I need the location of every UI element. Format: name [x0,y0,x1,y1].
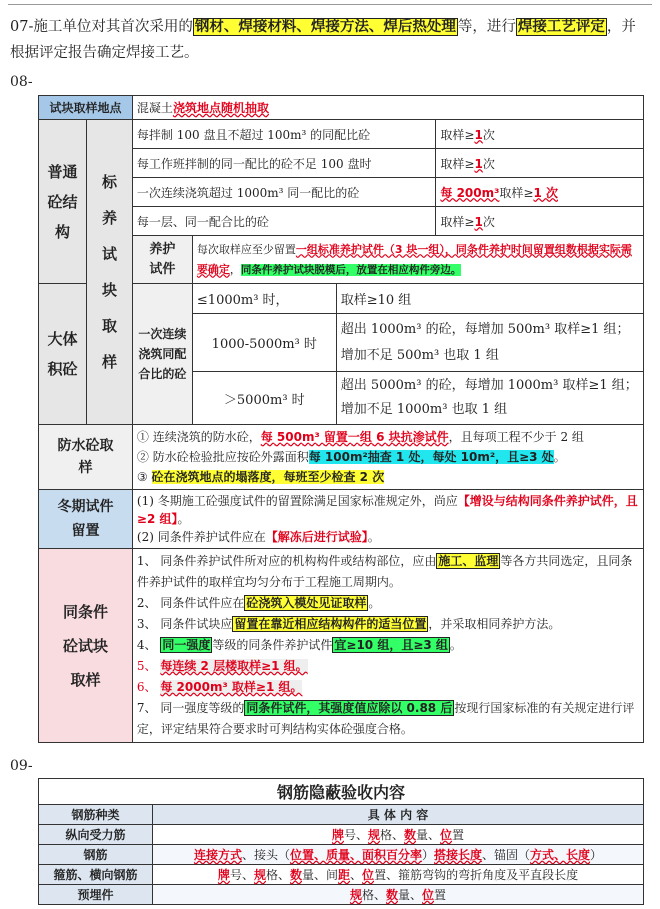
top-rule [8,4,652,5]
same-condition-content: 1、 同条件养护试件所对应的机构构件或结构部位，应由 施工、监理 等各方共同选定，且同条件养护试件的取样宜均匀分布于工程施工周期内。 2、 同条件试件应在 砼浇筑入模处见证取样 。 3、 同条件试块应 留置在靠近相应结构构件的适当位置 ，并采取相同养护方法。 4、 同一强度 等级的同条件养护试件 宜≥10 组，且≥3 组 。 5、 每连续 2 层楼取样≥1 组。 6、 每 2000m³ 取样≥1 组。 7、 同一强度等级的 同条件试件，其强度值应除以 0.88 后 按现行国家标准的有关规定进行评定，评定结果符合要求时可判结构实体砼强度合格。 [132,549,643,743]
plain-text: 置、箍筋弯钩的弯折角度及平直段长度 [374,868,579,882]
plain-text: 量、 [416,828,441,842]
winter-label: 冬期试件留置 [39,490,133,549]
section-09-label: 09- [10,758,33,774]
emphasis-text: 数 [289,868,302,882]
same-condition-label: 同条件砼试块取样 [39,549,133,743]
plain-text: 置 [434,888,447,902]
emphasis-text: 搭接长度 [434,848,483,862]
emphasis-text: 连接方式 [193,848,242,862]
concrete-sampling-table [38,95,644,743]
rebar-inspection-table [38,778,644,905]
rebar-row-label: 纵向受力筋 [39,825,153,845]
emphasis-text: 距 [338,868,351,882]
p07-highlight-materials: 钢材、焊接材料、焊接方法、焊后热处理 [194,19,456,35]
std-cond-1: 每拌制 100 盘且不超过 100m³ 的同配比砼 [132,120,435,149]
std-freq-4: 取样≥1次 [436,207,644,236]
plain-text: 格、 [361,888,386,902]
plain-text: 、 [350,868,363,882]
rebar-header-content: 具 体 内 容 [153,805,644,825]
winter-content: (1) 冬期施工砼强度试件的留置除满足国家标准规定外，尚应【增设与结构同条件养护试件，且≥2 组】。 (2) 同条件养护试件应在【解冻后进行试验】。 [132,490,643,549]
std-cond-2: 每工作班拌制的同一配比的砼不足 100 盘时 [132,149,435,178]
rebar-header-type: 钢筋种类 [39,805,153,825]
sampling-location-value: 混凝土浇筑地点随机抽取 [132,96,643,120]
plain-text: 量、间 [302,868,339,882]
emphasis-text: 数 [404,828,417,842]
emphasis-text: 位 [440,828,453,842]
emphasis-text: 位置、质量、面积百分率 [289,848,422,862]
emphasis-text: 牌 [217,868,230,882]
p07-text-2: 等，进行 [457,19,516,35]
emphasis-text: 方式、长度 [530,848,591,862]
plain-text: 、接头（ [241,848,290,862]
curing-specimen-text: 每次取样应至少留置一组标准养护试件（3 块一组），同条件养护时间留置组数根据实际需要确定，同条件养护试块脱模后，放置在相应构件旁边。 [192,236,643,284]
rebar-table-title: 钢筋隐蔽验收内容 [39,779,644,805]
p07-text-1: 07-施工单位对其首次采用的 [10,19,193,35]
curing-specimen-label: 养护试件 [132,236,192,284]
plain-text: 量、 [398,888,423,902]
mass-concrete-label: 大体积砼 [39,284,87,425]
plain-text: 号、 [229,868,254,882]
emphasis-text: 数 [385,888,398,902]
standard-curing-label: 标养试块取样 [86,120,132,425]
plain-text: 号、 [343,828,368,842]
ordinary-concrete-label: 普通砼结构 [39,120,87,284]
emphasis-text: 牌 [331,828,344,842]
mass-rule-1: 取样≥10 组 [336,284,643,314]
section-08-label: 08- [10,74,33,90]
emphasis-text: 位 [362,868,375,882]
std-freq-2: 取样≥1次 [436,149,644,178]
std-freq-3: 每 200m³取样≥1 次 [436,178,644,207]
waterproof-label: 防水砼取样 [39,425,133,490]
p07-highlight-welding-eval: 焊接工艺评定 [517,19,605,35]
mass-concrete-sub-label: 一次连续浇筑同配合比的砼 [132,284,192,425]
rebar-row-label: 箍筋、横向钢筋 [39,865,153,885]
emphasis-text: 位 [422,888,435,902]
plain-text: 、锚固（ [482,848,531,862]
plain-text: 置 [452,828,465,842]
std-cond-3: 一次连续浇筑超过 1000m³ 同一配比的砼 [132,178,435,207]
mass-vol-3: ＞5000m³ 时 [192,372,336,425]
mass-vol-1: ≤1000m³ 时， [192,284,336,314]
emphasis-text: 规 [349,888,362,902]
std-cond-4: 每一层、同一配合比的砼 [132,207,435,236]
p07-text-3: ，并根据评定报告确定焊接工艺。 [10,19,636,61]
mass-vol-2: 1000-5000m³ 时 [192,314,336,372]
paragraph-07 [10,14,650,66]
plain-text: 格、 [379,828,404,842]
plain-text: ） [421,848,434,862]
emphasis-text: 规 [253,868,266,882]
rebar-row-content [153,865,644,885]
rebar-row-content [153,845,644,865]
rebar-row-label: 预埋件 [39,885,153,905]
mass-rule-3: 超出 5000m³ 的砼，每增加 1000m³ 取样≥1 组； 增加不足 1000m³ 也取 1 组 [336,372,643,425]
std-freq-1: 取样≥1次 [436,120,644,149]
rebar-row-label: 钢筋 [39,845,153,865]
rebar-row-content [153,825,644,845]
plain-text: ） [590,848,603,862]
sampling-location-label: 试块取样地点 [39,96,133,120]
mass-rule-2: 超出 1000m³ 的砼，每增加 500m³ 取样≥1 组； 增加不足 500m³ 也取 1 组 [336,314,643,372]
rebar-row-content [153,885,644,905]
plain-text: 格、 [265,868,290,882]
waterproof-content: ① 连续浇筑的防水砼，每 500m³ 留置一组 6 块抗渗试件，且每项工程不少于 2 组 ② 防水砼检验批应按砼外露面积每 100m²抽查 1 处，每处 10m²，且≥3 处。 ③ 砼在浇筑地点的塌落度，每班至少检查 2 次 [132,425,643,490]
emphasis-text: 规 [367,828,380,842]
